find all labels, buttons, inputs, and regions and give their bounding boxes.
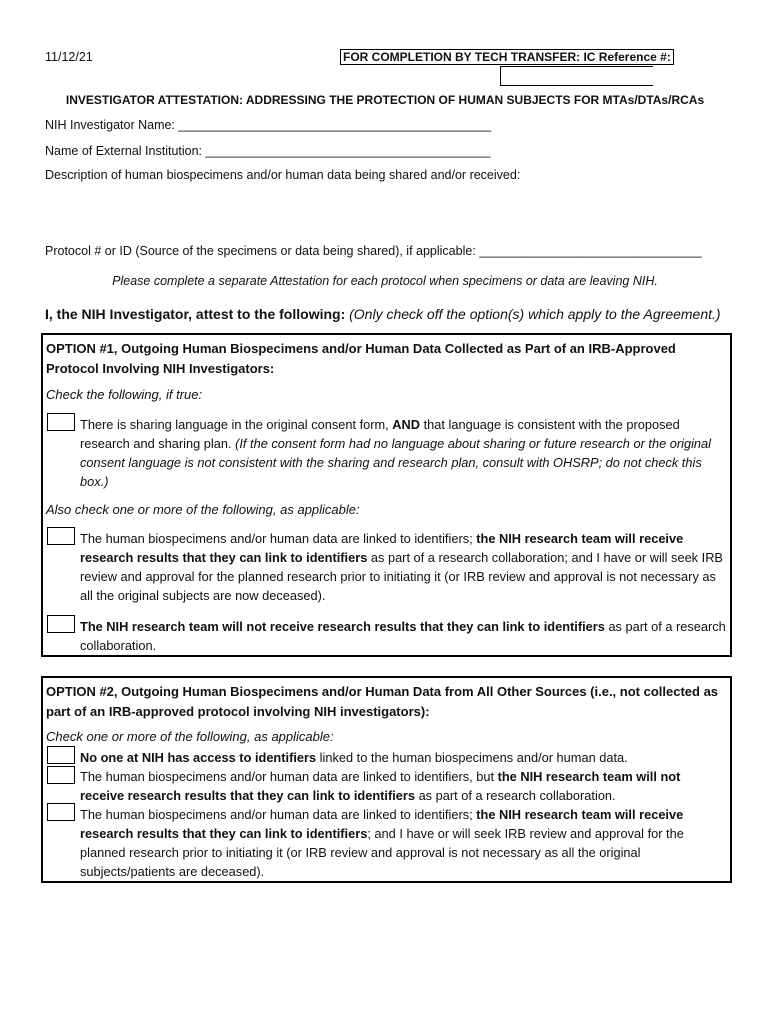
option-2-linked-results-checkbox[interactable] [47, 803, 75, 821]
option-1-linked-identifiers-text: The human biospecimens and/or human data are linked to identifiers; the NIH research team will receive research results that they can link to identifiers as part of a research collaboration; and I have or will seek IRB review and approval for the planned research prior to initiating it (or IRB review and approval is not necessary as all the original subjects are now deceased). [80, 531, 723, 603]
option-2-linked-results-text: The human biospecimens and/or human data are linked to identifiers; the NIH research team will receive research results that they can link to identifiers; and I have or will seek IRB review and approval for the planned research prior to initiating it (or IRB review and approval is not necessary as all the original subjects/patients are deceased). [80, 807, 684, 879]
option-1-no-linked-results-checkbox[interactable] [47, 615, 75, 633]
tech-transfer-reference-label: FOR COMPLETION BY TECH TRANSFER: IC Reference #: [340, 49, 674, 65]
option-1-consent-text: There is sharing language in the original consent form, AND that language is consistent with the proposed research and sharing plan. (If the consent form had no language about sharing or future research or the original consent language is not consistent with the sharing and research plan, consult with OHSRP; do not check this box.) [80, 417, 712, 489]
option-1-no-linked-results-text: The NIH research team will not receive research results that they can link to identifiers as part of a research collaboration. [80, 619, 726, 653]
option-2-section [41, 676, 732, 883]
form-title: INVESTIGATOR ATTESTATION: ADDRESSING THE PROTECTION OF HUMAN SUBJECTS FOR MTAs/DTAs/RCAs [65, 93, 705, 107]
option-1-also-intro: Also check one or more of the following, as applicable: [46, 502, 360, 517]
option-1-linked-identifiers-checkbox[interactable] [47, 527, 75, 545]
option-1-check-intro: Check the following, if true: [46, 387, 203, 402]
option-2-no-linked-results-text: The human biospecimens and/or human data are linked to identifiers, but the NIH research team will not receive research results that they can link to identifiers as part of a research collaboration. [80, 769, 681, 803]
option-2-title: OPTION #2, Outgoing Human Biospecimens and/or Human Data from All Other Sources (i.e., not collected as part of an IRB-approved protocol involving NIH investigators): [46, 684, 719, 719]
option-2-check-intro: Check one or more of the following, as applicable: [46, 729, 334, 744]
option-1-section [41, 333, 732, 657]
investigator-name-field[interactable]: NIH Investigator Name: _____________________________________________ [45, 118, 492, 132]
option-1-consent-checkbox[interactable] [47, 413, 75, 431]
attestation-statement [45, 306, 721, 322]
protocol-id-field[interactable]: Protocol # or ID (Source of the specimens or data being shared), if applicable: ________________________________ [45, 244, 702, 258]
option-2-no-access-text: No one at NIH has access to identifiers linked to the human biospecimens and/or human data. [80, 750, 628, 765]
option-2-no-linked-results-checkbox[interactable] [47, 766, 75, 784]
attestation-lead: I, the NIH Investigator, attest to the following: [45, 306, 346, 322]
separate-attestation-instruction: Please complete a separate Attestation for each protocol when specimens or data are leaving NIH. [112, 274, 658, 288]
document-date: 11/12/21 [45, 50, 93, 64]
attestation-note: (Only check off the option(s) which apply to the Agreement.) [349, 306, 721, 322]
description-field[interactable]: Description of human biospecimens and/or human data being shared and/or received: [45, 168, 521, 182]
external-institution-field[interactable]: Name of External Institution: _________________________________________ [45, 144, 491, 158]
ic-reference-field[interactable] [500, 66, 653, 86]
option-2-no-access-checkbox[interactable] [47, 746, 75, 764]
option-1-title: OPTION #1, Outgoing Human Biospecimens and/or Human Data Collected as Part of an IRB-Approved Protocol Involving NIH Investigators: [46, 341, 676, 376]
